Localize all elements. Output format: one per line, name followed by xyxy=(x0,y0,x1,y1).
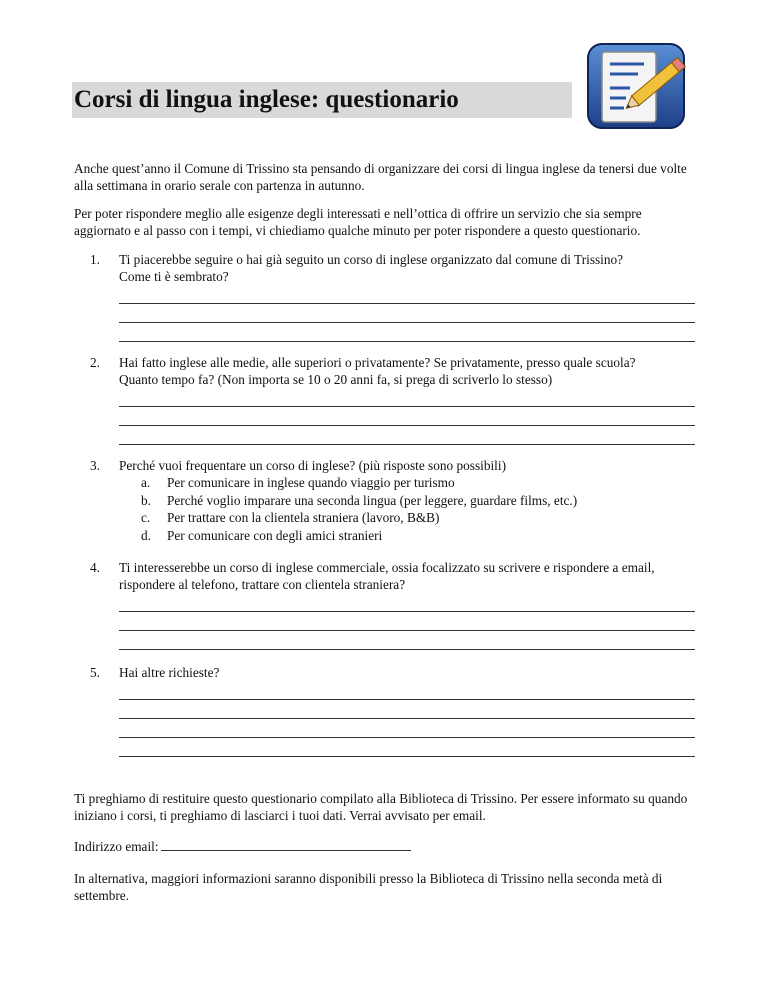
answer-line[interactable] xyxy=(119,719,695,738)
email-label: Indirizzo email: xyxy=(74,839,159,854)
answer-line[interactable] xyxy=(119,323,695,342)
option-letter: b. xyxy=(141,492,151,508)
option-item[interactable] xyxy=(141,474,696,492)
option-list xyxy=(141,474,696,544)
option-item[interactable] xyxy=(141,509,696,527)
question-2 xyxy=(90,354,696,445)
answer-line[interactable] xyxy=(119,407,695,426)
question-number: 2. xyxy=(90,355,100,370)
answer-line[interactable] xyxy=(119,612,695,631)
question-number: 4. xyxy=(90,560,100,575)
question-1 xyxy=(90,251,696,342)
question-number: 1. xyxy=(90,252,100,267)
option-letter: c. xyxy=(141,510,151,525)
option-letter: a. xyxy=(141,475,151,490)
option-text: Per trattare con la clientela straniera (lavoro, B&B) xyxy=(167,510,440,525)
question-text-line: Hai altre richieste? xyxy=(119,665,220,680)
info-paragraph: In alternativa, maggiori informazioni saranno disponibili presso la Biblioteca di Trissino nella seconda metà di settembre. xyxy=(74,871,663,903)
option-text: Per comunicare con degli amici stranieri xyxy=(167,527,383,543)
question-5 xyxy=(90,664,696,757)
question-text-line: rispondere al telefono, trattare con clientela straniera? xyxy=(119,577,406,592)
option-item[interactable] xyxy=(141,527,696,545)
notepad-pencil-icon xyxy=(580,36,698,136)
question-text-line: Hai fatto inglese alle medie, alle superiori o privatamente? Se privatamente, presso quale scuola? xyxy=(119,355,636,370)
intro-paragraph-1: Anche quest’anno il Comune di Trissino sta pensando di organizzare dei corsi di lingua inglese da tenersi due volte alla settimana in orario serale con partenza in autunno. xyxy=(74,161,687,193)
answer-line[interactable] xyxy=(119,426,695,445)
page-title: Corsi di lingua inglese: questionario xyxy=(74,86,459,113)
option-letter: d. xyxy=(141,527,151,543)
email-input-line[interactable] xyxy=(161,836,411,851)
answer-line[interactable] xyxy=(119,595,695,612)
answer-line[interactable] xyxy=(119,631,695,650)
question-number: 3. xyxy=(90,458,100,473)
email-row xyxy=(74,836,694,855)
question-text-line: Ti interesserebbe un corso di inglese commerciale, ossia focalizzato su scrivere e rispondere a email, xyxy=(119,560,655,575)
option-text: Per comunicare in inglese quando viaggio per turismo xyxy=(167,475,455,490)
question-text-line: Perché vuoi frequentare un corso di inglese? (più risposte sono possibili) xyxy=(119,458,506,473)
question-3 xyxy=(90,457,696,544)
answer-line[interactable] xyxy=(119,738,695,757)
option-item[interactable] xyxy=(141,492,696,510)
closing-paragraph: Ti preghiamo di restituire questo questionario compilato alla Biblioteca di Trissino. Per essere informato su quando iniziano i corsi, ti preghiamo di lasciarci i tuoi dati. Verrai avvisato per email. xyxy=(74,791,688,823)
answer-line[interactable] xyxy=(119,304,695,323)
intro-paragraph-2: Per poter rispondere meglio alle esigenze degli interessati e nell’ottica di offrire un servizio che sia sempre aggiornato e al passo con i tempi, vi chiediamo qualche minuto per poter rispondere a questo questionario. xyxy=(74,206,642,238)
question-number: 5. xyxy=(90,665,100,680)
answer-line[interactable] xyxy=(119,287,695,304)
question-text-line: Come ti è sembrato? xyxy=(119,269,229,284)
option-text: Perché voglio imparare una seconda lingua (per leggere, guardare films, etc.) xyxy=(167,492,578,508)
question-text-line: Ti piacerebbe seguire o hai già seguito un corso di inglese organizzato dal comune di Trissino? xyxy=(119,252,624,267)
answer-line[interactable] xyxy=(119,700,695,719)
answer-line[interactable] xyxy=(119,390,695,407)
question-text-line: Quanto tempo fa? (Non importa se 10 o 20 anni fa, si prega di scriverlo lo stesso) xyxy=(119,372,553,387)
question-4 xyxy=(90,559,696,650)
answer-line[interactable] xyxy=(119,683,695,700)
